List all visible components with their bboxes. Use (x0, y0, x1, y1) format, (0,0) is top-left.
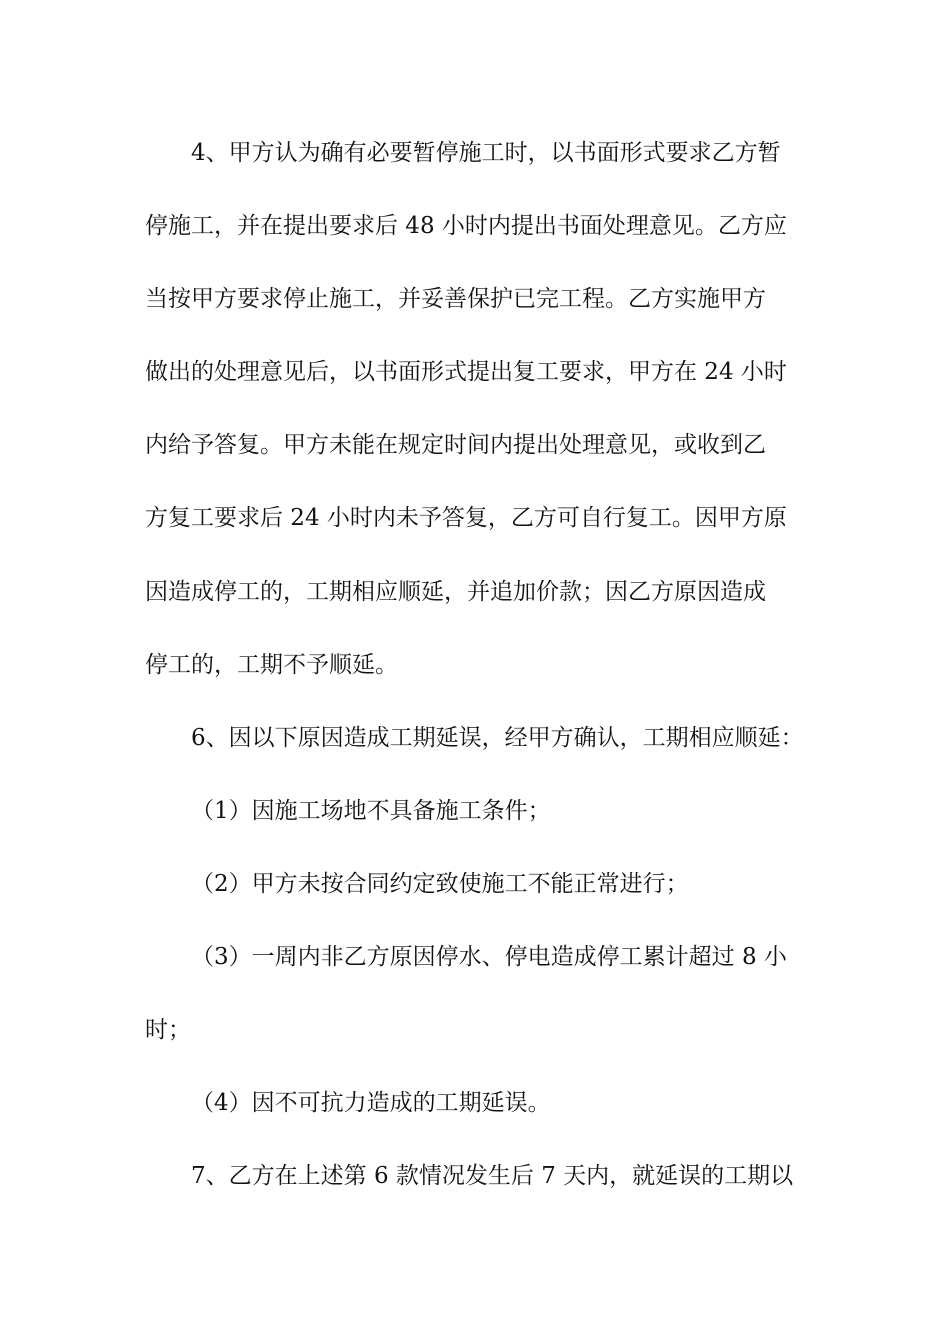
paragraph-4-line-6: 方复工要求后 24 小时内未予答复，乙方可自行复工。因甲方原 (145, 505, 787, 532)
list-item-1: （1）因施工场地不具备施工条件； (191, 797, 551, 824)
paragraph-4-line-3: 当按甲方要求停止施工，并妥善保护已完工程。乙方实施甲方 (145, 286, 766, 313)
list-item-3-line-2: 时； (145, 1017, 191, 1044)
paragraph-4-line-5: 内给予答复。甲方未能在规定时间内提出处理意见，或收到乙 (145, 432, 766, 459)
paragraph-4-line-7: 因造成停工的，工期相应顺延，并追加价款；因乙方原因造成 (145, 578, 766, 605)
paragraph-6-line-1: 6、因以下原因造成工期延误，经甲方确认，工期相应顺延： (191, 724, 804, 751)
paragraph-4-line-8: 停工的，工期不予顺延。 (145, 651, 398, 678)
document-body (145, 128, 813, 1224)
paragraph-4-line-2: 停施工，并在提出要求后 48 小时内提出书面处理意见。乙方应 (145, 213, 787, 240)
list-item-3-line-1: （3）一周内非乙方原因停水、停电造成停工累计超过 8 小 (191, 944, 787, 971)
paragraph-4-line-4: 做出的处理意见后，以书面形式提出复工要求，甲方在 24 小时 (145, 359, 787, 386)
paragraph-7-line-1: 7、乙方在上述第 6 款情况发生后 7 天内，就延误的工期以 (191, 1163, 794, 1190)
paragraph-4-line-1: 4、甲方认为确有必要暂停施工时，以书面形式要求乙方暂 (191, 140, 781, 166)
list-item-4: （4）因不可抗力造成的工期延误。 (191, 1090, 551, 1117)
list-item-2: （2）甲方未按合同约定致使施工不能正常进行； (191, 870, 689, 897)
